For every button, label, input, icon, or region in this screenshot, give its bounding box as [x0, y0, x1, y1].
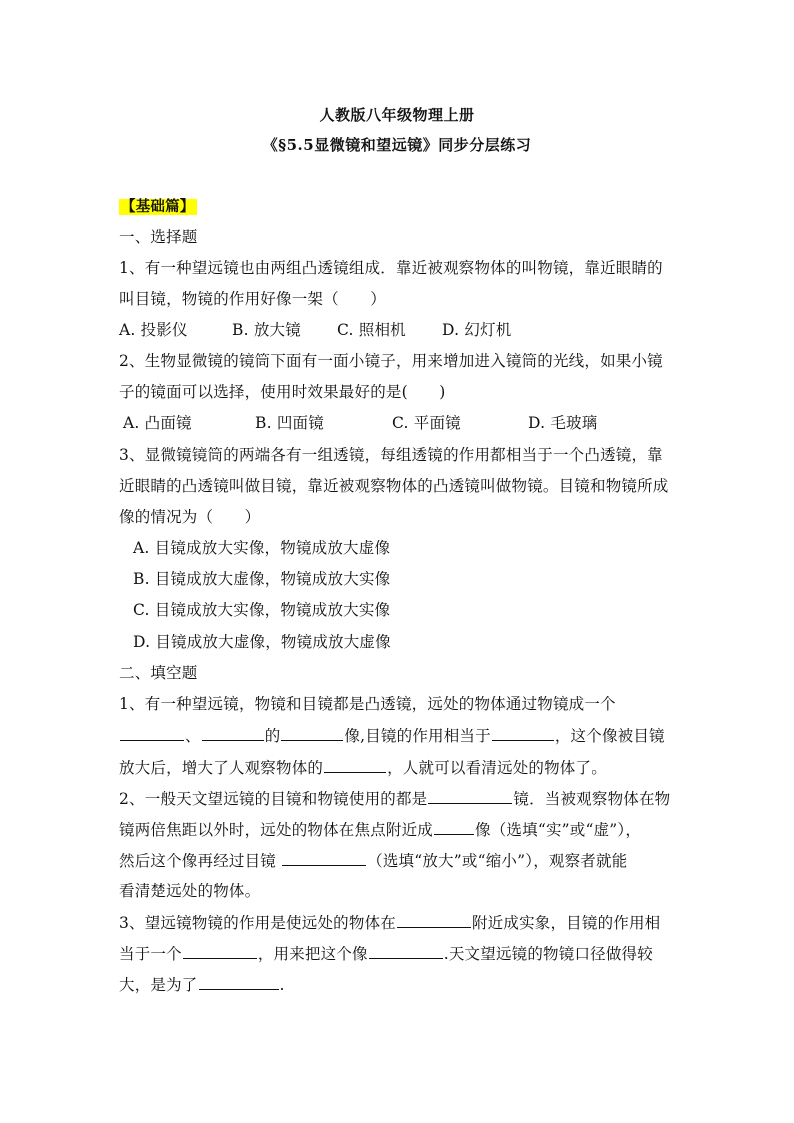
q3-line3: 像的情况为（ ）: [119, 508, 261, 526]
q2-line2: 子的镜面可以选择，使用时效果最好的是( ): [119, 383, 446, 401]
q1-option-d: D. 幻灯机: [442, 321, 512, 339]
q1-option-a: A. 投影仪: [119, 321, 188, 339]
f1-text: ，人就可以看清远处的物体了。: [387, 759, 607, 777]
f3-text: ，用来把这个像: [257, 945, 368, 963]
f3-blank-3[interactable]: [369, 942, 443, 959]
f1-text: 、: [185, 727, 201, 745]
q2-option-c: C. 平面镜: [392, 414, 461, 432]
f1-blank-3[interactable]: [281, 724, 343, 741]
q2-option-a: A. 凸面镜: [123, 414, 192, 432]
q1-line1: 1、有一种望远镜也由两组凸透镜组成．靠近被观察物体的叫物镜，靠近眼睛的: [119, 259, 663, 277]
f1-text: 放大后，增大了人观察物体的: [119, 759, 324, 777]
f2-blank-2[interactable]: [434, 818, 474, 835]
part1-heading: 一、选择题: [119, 228, 198, 246]
q2-option-d: D. 毛玻璃: [528, 414, 598, 432]
doc-subtitle: 《§5.5显微镜和望远镜》同步分层练习: [262, 136, 532, 154]
f3-line3: [119, 973, 285, 996]
f3-blank-1[interactable]: [397, 911, 471, 928]
q3-option-a: A. 目镜成放大实像，物镜成放大虚像: [133, 539, 391, 557]
f2-line2: [119, 818, 641, 841]
f3-text: .天文望远镜的物镜口径做得较: [443, 945, 653, 963]
f2-text: 镜两倍焦距以外时，远处的物体在焦点附近成: [119, 821, 434, 839]
f2-text: 2、一般天文望远镜的目镜和物镜使用的都是: [119, 790, 428, 808]
f1-line3: [119, 756, 607, 779]
section-tag-row: [119, 195, 197, 218]
q3-option-b: B. 目镜成放大虚像，物镜成放大实像: [133, 570, 391, 588]
f1-text: ，这个像被目镜: [554, 727, 665, 745]
f2-line3: [119, 849, 627, 872]
q3-option-c: C. 目镜成放大实像，物镜成放大实像: [133, 601, 391, 619]
f1-blank-5[interactable]: [324, 756, 386, 773]
q2-line1: 2、生物显微镜的镜筒下面有一面小镜子，用来增加进入镜筒的光线，如果小镜: [119, 352, 663, 370]
f1-blank-4[interactable]: [492, 724, 554, 741]
q2-options: [123, 412, 597, 434]
q3-line2: 近眼睛的凸透镜叫做目镜，靠近被观察物体的凸透镜叫做物镜。目镜和物镜所成: [119, 477, 669, 495]
f3-blank-2[interactable]: [183, 942, 257, 959]
q1-option-b: B. 放大镜: [232, 321, 301, 339]
q1-option-c: C. 照相机: [337, 321, 406, 339]
f1-blank-1[interactable]: [120, 724, 184, 741]
q2-option-b: B. 凹面镜: [255, 414, 324, 432]
f2-blank-3[interactable]: [282, 849, 366, 866]
doc-title: 人教版八年级物理上册: [319, 106, 475, 124]
f3-line1: [119, 911, 660, 934]
part2-heading: 二、填空题: [119, 664, 198, 682]
f2-line4: 看清楚远处的物体。: [119, 882, 261, 900]
q1-options: [119, 319, 511, 341]
f2-text: 镜．当被观察物体在物: [513, 790, 671, 808]
f2-blank-1[interactable]: [428, 787, 512, 804]
f1-blank-2[interactable]: [202, 724, 264, 741]
f3-text: 3、望远镜物镜的作用是使远处的物体在: [119, 914, 396, 932]
q3-line1: 3、显微镜镜筒的两端各有一组透镜，每组透镜的作用都相当于一个凸透镜，靠: [119, 446, 663, 464]
f2-line1: [119, 787, 670, 810]
f1-text: 像,目镜的作用相当于: [344, 727, 491, 745]
section-tag: 【基础篇】: [121, 199, 195, 215]
f2-text: 像（选填“实”或“虚”），: [475, 821, 642, 839]
f1-line1: 1、有一种望远镜，物镜和目镜都是凸透镜，远处的物体通过物镜成一个: [119, 695, 616, 713]
f1-line2: [119, 724, 665, 747]
f3-text: .: [279, 976, 285, 994]
f3-text: 附近成实象，目镜的作用相: [471, 914, 661, 932]
f3-text: 当于一个: [119, 945, 182, 963]
f1-text: 的: [264, 727, 281, 745]
q3-option-d: D. 目镜成放大虚像，物镜成放大虚像: [133, 633, 391, 651]
f3-text: 大，是为了: [119, 976, 198, 994]
f2-text: 然后这个像再经过目镜: [119, 852, 282, 870]
f2-text: （选填“放大”或“缩小”），观察者就能: [367, 852, 628, 870]
q1-line2: 叫目镜，物镜的作用好像一架（ ）: [119, 290, 386, 308]
f3-blank-4[interactable]: [199, 973, 279, 990]
f3-line2: [119, 942, 653, 965]
